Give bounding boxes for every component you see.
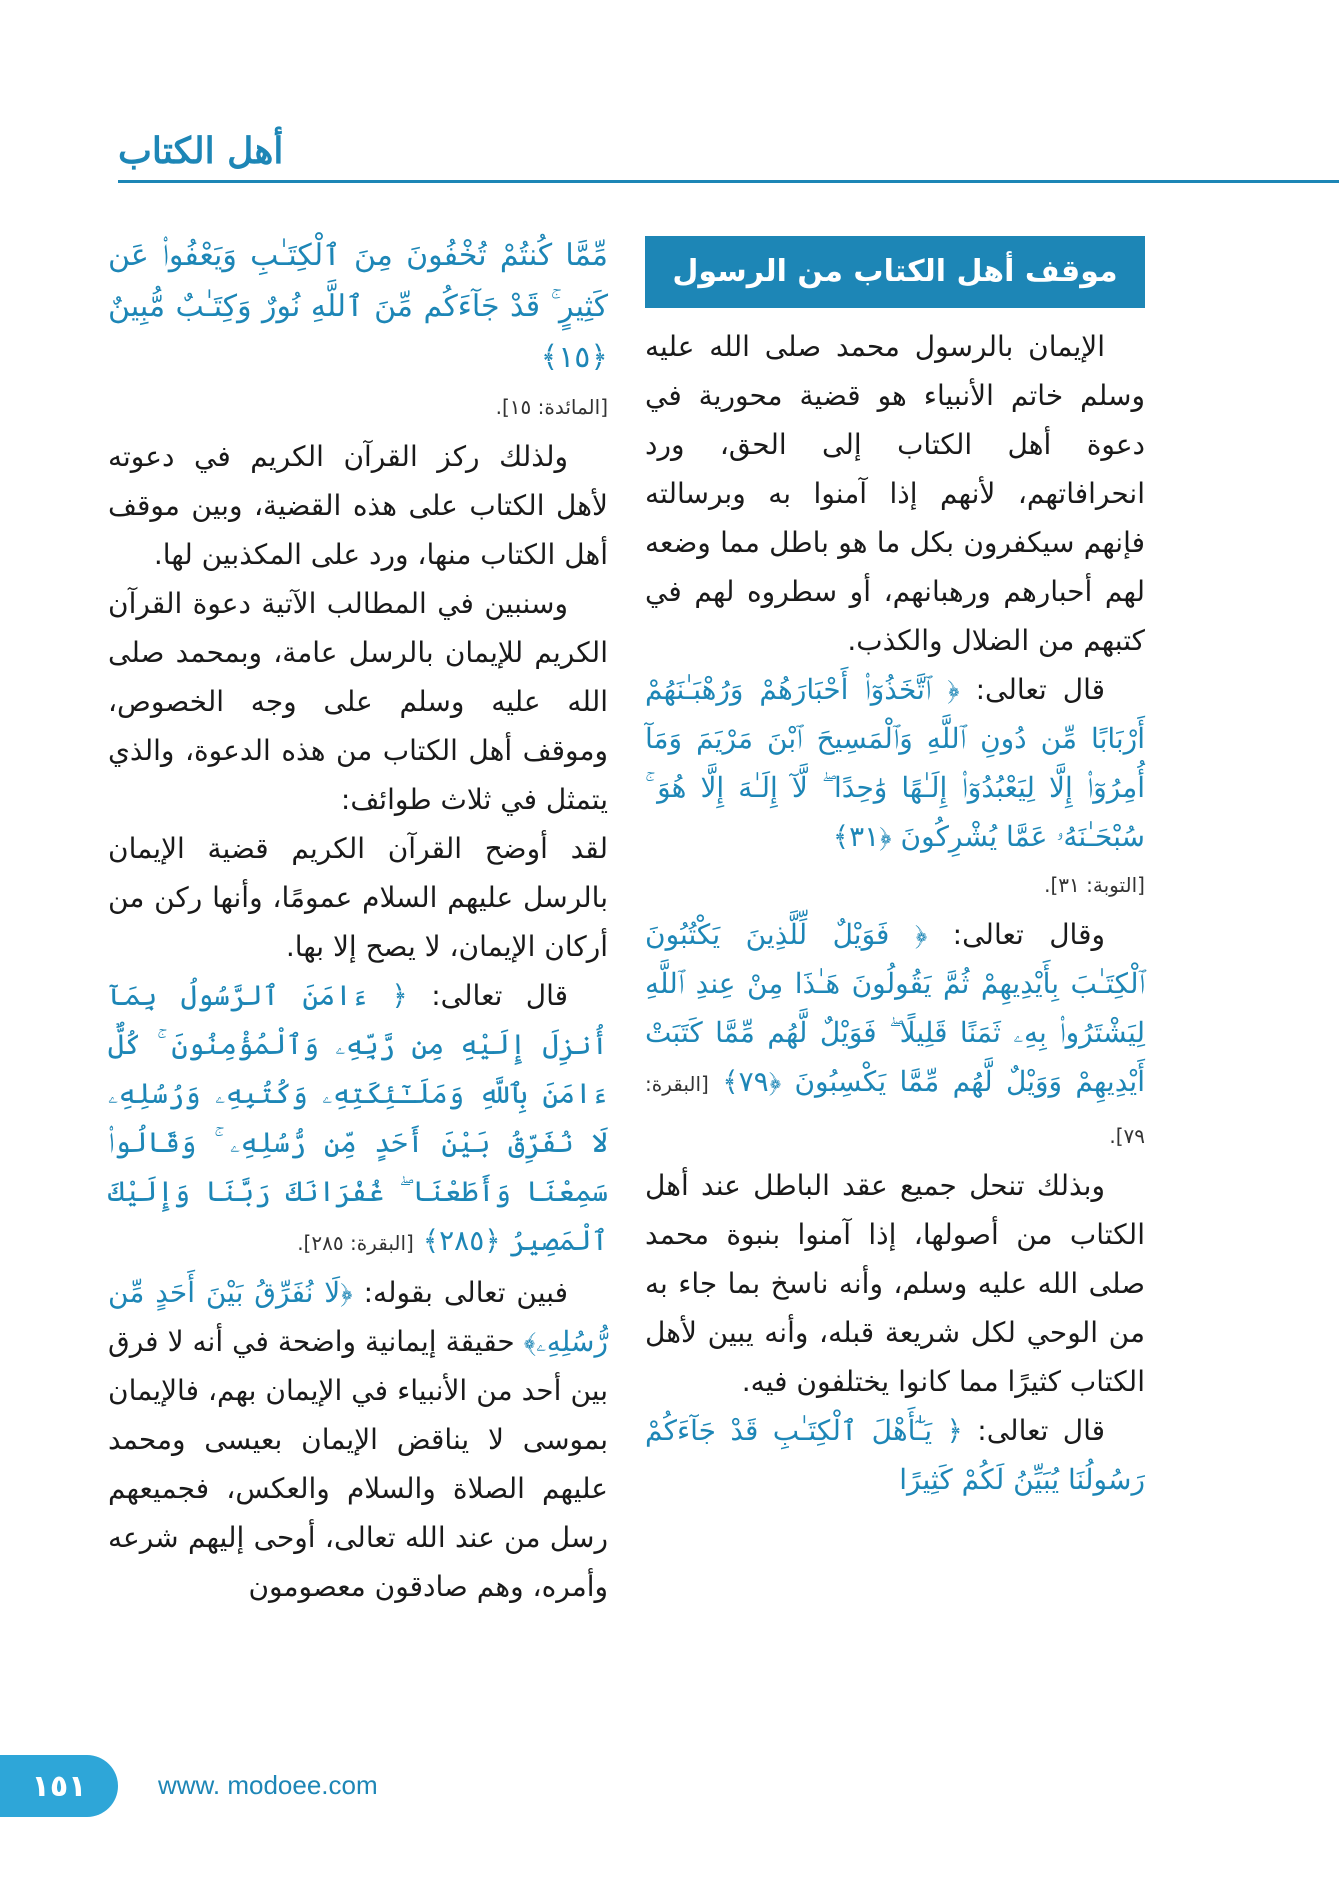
quote-3 [645,1406,1145,1504]
paragraph-6-verse: ﴿لَا نُفَرِّقُ بَيْنَ أَحَدٍ مِّن رُّسُلِهِۦ﴾ [108,1276,608,1358]
left-column [108,230,608,1611]
page-number-tab [0,1755,118,1817]
header-rule [118,180,1339,183]
quote-4 [108,971,608,1268]
quote-3-continuation: مِّمَّا كُنتُمْ تُخْفُونَ مِنَ ٱلْكِتَـٰبِ وَيَعْفُوا۟ عَن كَثِيرٍ ۚ قَدْ جَآءَكُم مِّنَ ٱللَّهِ نُورٌ وَكِتَـٰبٌ مُّبِينٌ ﴿١٥﴾ [108,238,608,375]
right-column [645,230,1145,1504]
paragraph-3: ولذلك ركز القرآن الكريم في دعوته لأهل الكتاب على هذه القضية، وبين موقف أهل الكتاب منها، ورد على المكذبين لها. [108,440,608,571]
section-heading: موقف أهل الكتاب من الرسول [645,236,1145,308]
quote-4-citation: [البقرة: ٢٨٥]. [297,1231,414,1255]
page-number: ١٥١ [31,1768,87,1804]
paragraph-6 [108,1268,608,1611]
paragraph-6-intro: فبين تعالى بقوله: [363,1276,569,1309]
quote-1 [645,665,1145,861]
quote-2-verse: ﴿ فَوَيْلٌ لِّلَّذِينَ يَكْتُبُونَ ٱلْكِتَـٰبَ بِأَيْدِيهِمْ ثُمَّ يَقُولُونَ هَـٰذَا مِنْ عِندِ ٱللَّهِ لِيَشْتَرُوا۟ بِهِۦ ثَمَنًا قَلِيلًا ۖ فَوَيْلٌ لَّهُم مِّمَّا كَتَبَتْ أَيْدِيهِمْ وَوَيْلٌ لَّهُم مِّمَّا يَكْسِبُونَ ﴿٧٩﴾ [645,918,1145,1098]
quote-3-verse: ﴿ يَـٰٓأَهْلَ ٱلْكِتَـٰبِ قَدْ جَآءَكُمْ رَسُولُنَا يُبَيِّنُ لَكُمْ كَثِيرًا [645,1414,1145,1496]
quote-2 [645,910,1145,1161]
quote-1-intro: قال تعالى: [975,673,1105,706]
quote-1-verse: ﴿ ٱتَّخَذُوٓا۟ أَحْبَارَهُمْ وَرُهْبَـٰنَهُمْ أَرْبَابًا مِّن دُونِ ٱللَّهِ وَٱلْمَسِيحَ ٱبْنَ مَرْيَمَ وَمَآ أُمِرُوٓا۟ إِلَّا لِيَعْبُدُوٓا۟ إِلَـٰهًا وَٰحِدًا ۖ لَّآ إِلَـٰهَ إِلَّا هُوَ ۚ سُبْحَـٰنَهُۥ عَمَّا يُشْرِكُونَ ﴿٣١﴾ [645,673,1145,853]
quote-4-verse: ﴿ ءَامَنَ ٱلرَّسُولُ بِمَآ أُنزِلَ إِلَيْهِ مِن رَّبِّهِۦ وَٱلْمُؤْمِنُونَ ۚ كُلٌّ ءَامَنَ بِٱللَّهِ وَمَلَـٰٓئِكَتِهِۦ وَكُتُبِهِۦ وَرُسُلِهِۦ لَا نُفَرِّقُ بَيْنَ أَحَدٍ مِّن رُّسُلِهِۦ ۚ وَقَالُوا۟ سَمِعْنَا وَأَطَعْنَا ۖ غُفْرَانَكَ رَبَّنَا وَإِلَيْكَ ٱلْمَصِيرُ ﴿٢٨٥﴾ [108,979,608,1257]
paragraph-4: وسنبين في المطالب الآتية دعوة القرآن الكريم للإيمان بالرسل عامة، وبمحمد صلى الله عليه وسلم على وجه الخصوص، وموقف أهل الكتاب من هذه الدعوة، والذي يتمثل في ثلاث طوائف: [108,587,608,816]
quote-3-intro: قال تعالى: [977,1414,1106,1447]
running-header-title: أهل الكتاب [118,130,284,172]
footer-url[interactable]: www. modoee.com [158,1770,378,1800]
quote-3-citation: [المائدة: ١٥]. [495,395,608,419]
paragraph-6-rest: حقيقة إيمانية واضحة في أنه لا فرق بين أحد من الأنبياء في الإيمان بهم، فالإيمان بموسى لا يناقض الإيمان بعيسى ومحمد عليهم الصلاة والسلام والعكس، فجميعهم رسل من عند الله تعالى، أوحى إليهم شرعه وأمره، وهم صادقون معصومون [108,1325,608,1603]
paragraph-5: لقد أوضح القرآن الكريم قضية الإيمان بالرسل عليهم السلام عمومًا، وأنها ركن من أركان الإيمان، لا يصح إلا بها. [108,832,608,963]
quote-1-citation: [التوبة: ٣١]. [1044,873,1145,897]
paragraph-2: وبذلك تنحل جميع عقد الباطل عند أهل الكتاب من أصولها، إذا آمنوا بنبوة محمد صلى الله عليه وسلم، وأنه ناسخ بما جاء به من الوحي لكل شريعة قبله، وأنه يبين لأهل الكتاب كثيرًا مما كانوا يختلفون فيه. [645,1169,1145,1398]
paragraph-1: الإيمان بالرسول محمد صلى الله عليه وسلم خاتم الأنبياء هو قضية محورية في دعوة أهل الكتاب إلى الحق، ورد انحرافاتهم، لأنهم إذا آمنوا به وبرسالته فإنهم سيكفرون بكل ما هو باطل مما وضعه لهم أحبارهم ورهبانهم، أو سطروه لهم في كتبهم من الضلال والكذب. [645,330,1145,657]
quote-2-citation: [البقرة: ٧٩]. [645,1072,1145,1148]
quote-4-intro: قال تعالى: [431,979,569,1012]
quote-2-intro: وقال تعالى: [952,918,1105,951]
